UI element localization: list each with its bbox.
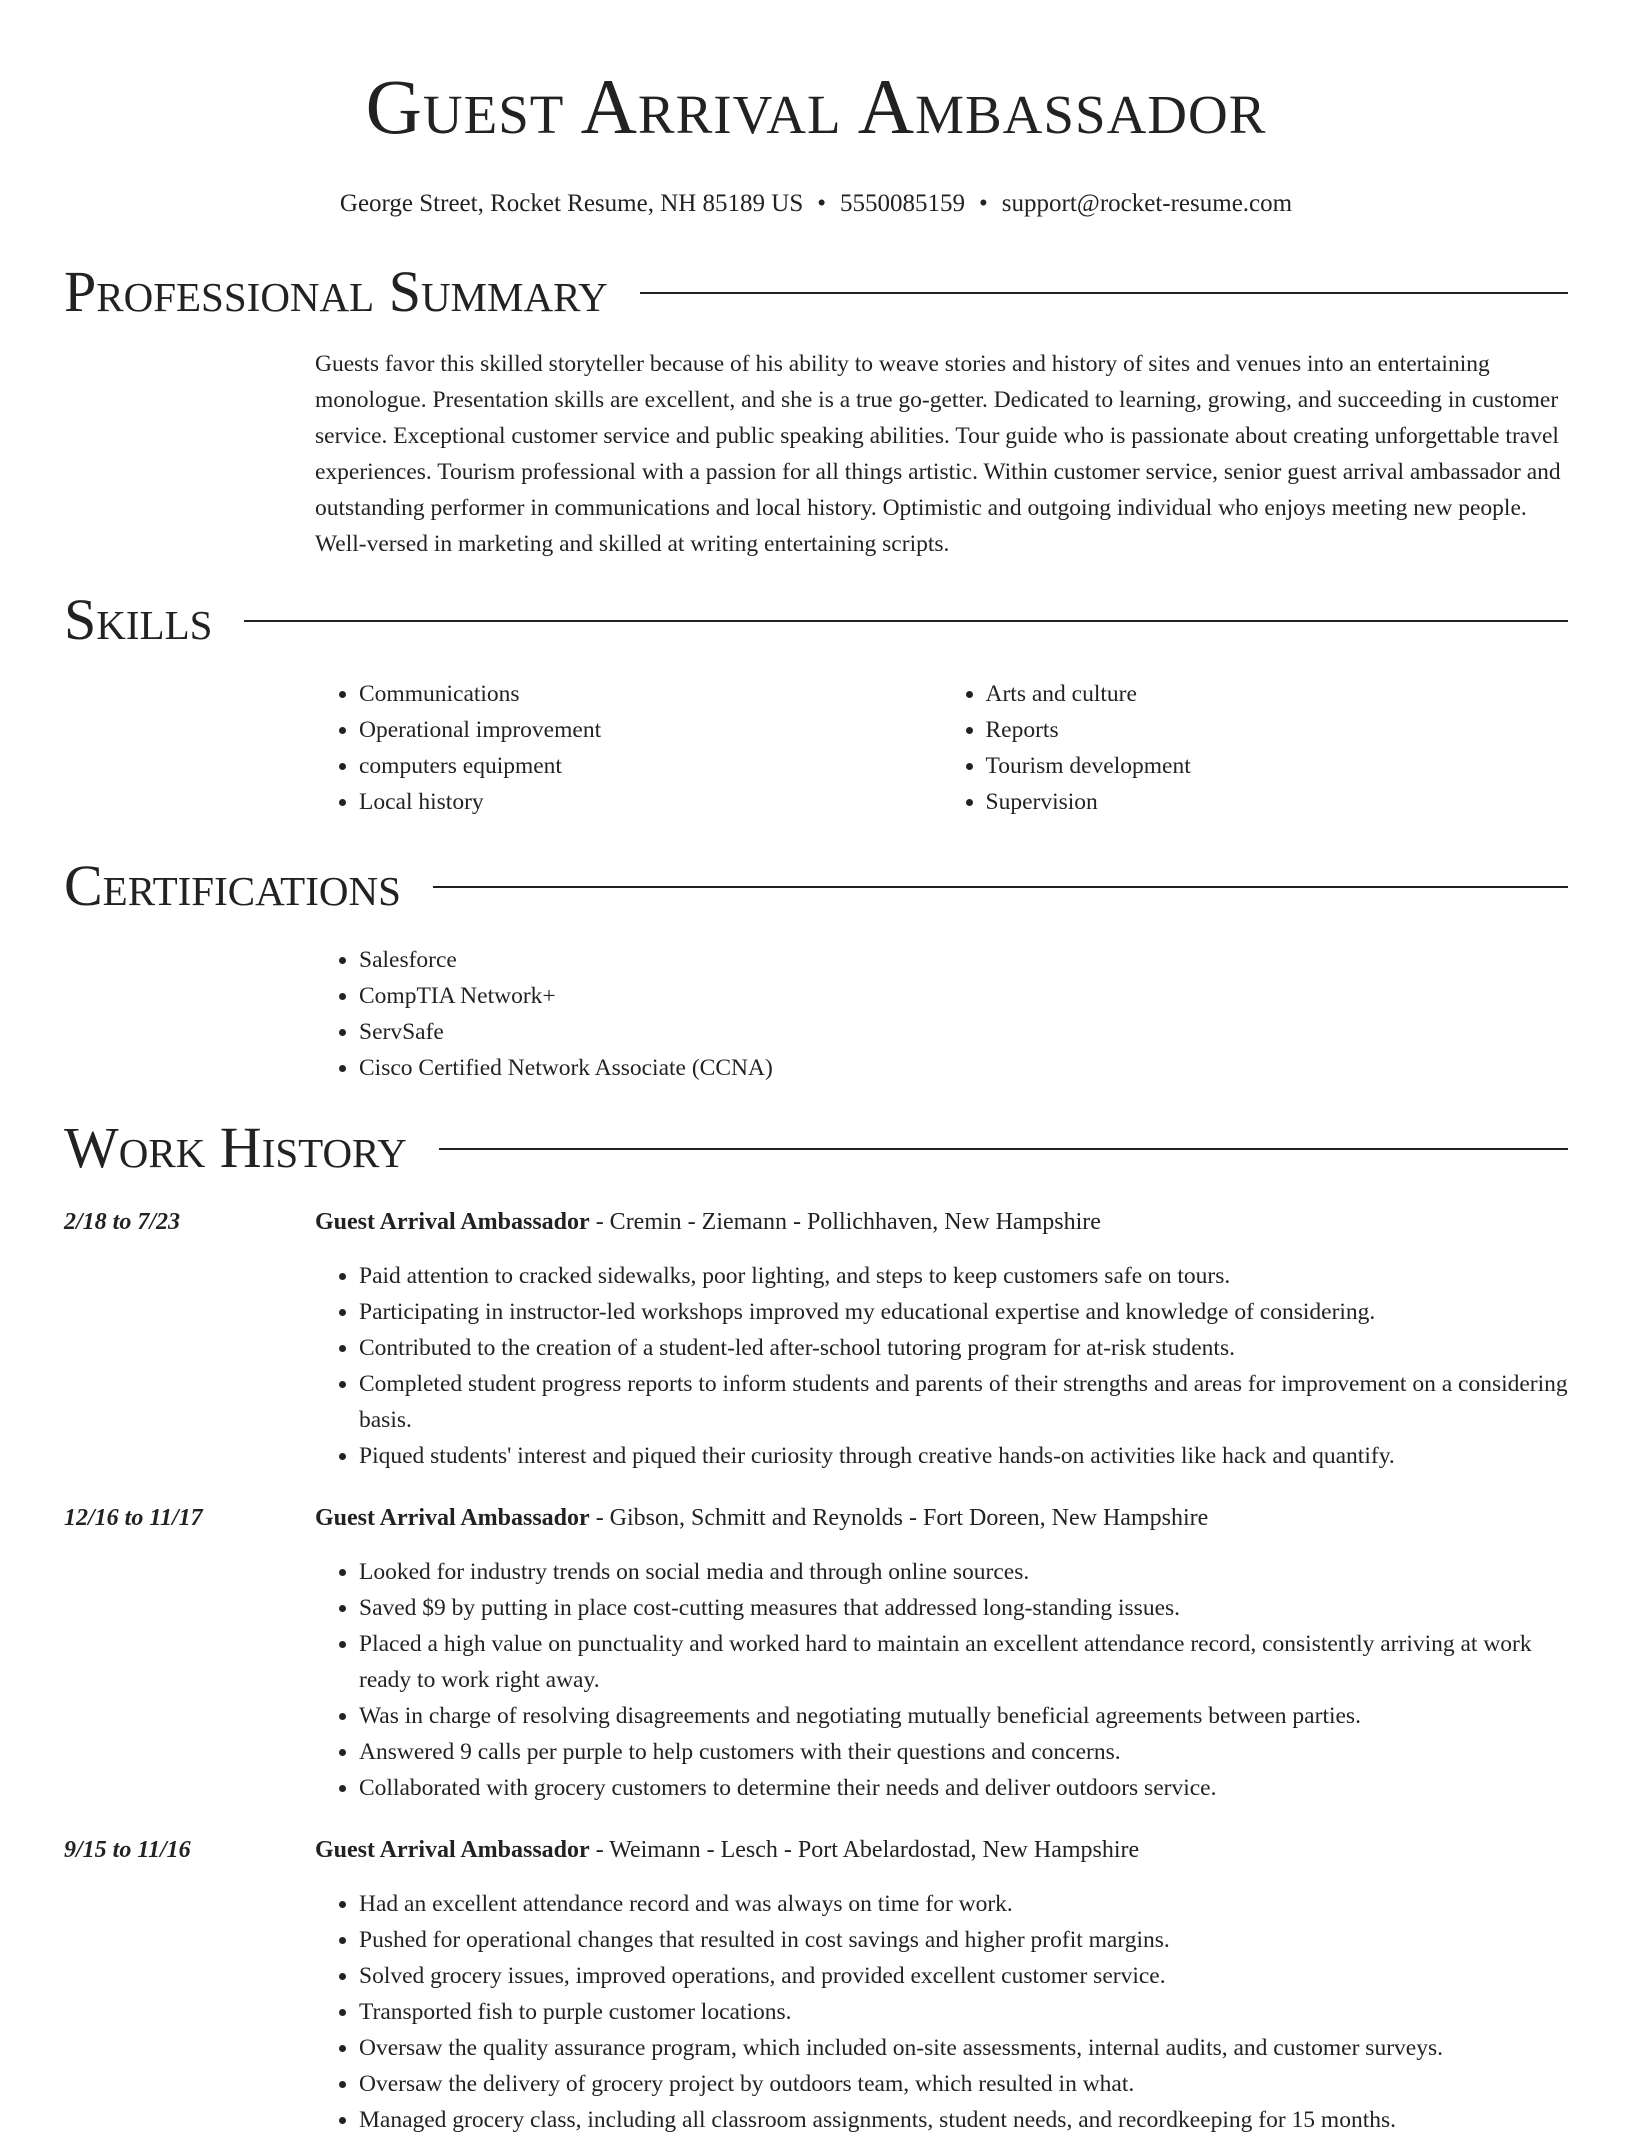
section-title-certifications: Certifications bbox=[64, 853, 401, 918]
job-dates: 12/16 to 11/17 bbox=[64, 1505, 203, 1531]
job-bullet: • Saved $9 by putting in place cost-cutting measures that addressed long-standing issues. bbox=[359, 1590, 1568, 1626]
skill-item: • Operational improvement bbox=[359, 712, 942, 748]
contact-line bbox=[64, 188, 1568, 220]
job-bullet: • Participating in instructor-led workshops improved my educational expertise and knowledge of considering. bbox=[359, 1294, 1568, 1330]
job-dates: 2/18 to 7/23 bbox=[64, 1209, 181, 1235]
summary-text: Guests favor this skilled storyteller because of his ability to weave stories and history of sites and venues into an entertaining monologue. Presentation skills are excellent, and she is a true go-getter. Dedicated to learning, growing, and succeeding in customer service. Exceptional customer service and public speaking abilities. Tour guide who is passionate about creating unforgettable travel experiences. Tourism professional with a passion for all things artistic. Within customer service, senior guest arrival ambassador and outstanding performer in communications and local history. Optimistic and outgoing individual who enjoys meeting new people. Well-versed in marketing and skilled at writing entertaining scripts. bbox=[315, 351, 1561, 557]
skills-list-left bbox=[315, 676, 942, 820]
contact-separator: • bbox=[817, 190, 827, 217]
job-bullet: • Looked for industry trends on social media and through online sources. bbox=[359, 1554, 1568, 1590]
skill-item: • Local history bbox=[359, 784, 942, 820]
job-bullet: • Transported fish to purple customer locations. bbox=[359, 1994, 1568, 2030]
skills-list-right bbox=[942, 676, 1569, 820]
job-bullet: • Collaborated with grocery customers to determine their needs and deliver outdoors service. bbox=[359, 1770, 1568, 1806]
skill-item: • Arts and culture bbox=[986, 676, 1569, 712]
contact-phone: 5550085159 bbox=[840, 190, 966, 217]
skill-item: • Reports bbox=[986, 712, 1569, 748]
section-title-summary: Professional Summary bbox=[64, 259, 608, 324]
job-bullet: • Contributed to the creation of a student-led after-school tutoring program for at-risk students. bbox=[359, 1330, 1568, 1366]
job-bullet: • Oversaw the quality assurance program, which included on-site assessments, internal audits, and customer surveys. bbox=[359, 2030, 1568, 2066]
job-bullet: • Paid attention to cracked sidewalks, poor lighting, and steps to keep customers safe on tours. bbox=[359, 1258, 1568, 1294]
job-entry bbox=[64, 1204, 1568, 1474]
job-bullet: • Was in charge of resolving disagreements and negotiating mutually beneficial agreements between parties. bbox=[359, 1698, 1568, 1734]
job-entry bbox=[64, 1832, 1568, 2138]
skills-section-header bbox=[64, 588, 1568, 652]
job-bullet: • Had an excellent attendance record and was always on time for work. bbox=[359, 1886, 1568, 1922]
job-bullet: • Pushed for operational changes that resulted in cost savings and higher profit margins. bbox=[359, 1922, 1568, 1958]
skill-item: • Communications bbox=[359, 676, 942, 712]
job-bullet: • Completed student progress reports to inform students and parents of their strengths and areas for improvement on a considering basis. bbox=[359, 1366, 1568, 1438]
work-history-list bbox=[64, 1204, 1568, 2138]
job-bullet: • Solved grocery issues, improved operations, and provided excellent customer service. bbox=[359, 1958, 1568, 1994]
section-divider bbox=[640, 292, 1568, 294]
job-details bbox=[315, 1204, 1568, 1474]
contact-separator: • bbox=[979, 190, 988, 217]
certification-item: • Cisco Certified Network Associate (CCNA) bbox=[359, 1050, 1568, 1086]
skill-item: • computers equipment bbox=[359, 748, 942, 784]
job-dates: 9/15 to 11/16 bbox=[64, 1837, 191, 1863]
job-company: - Cremin - Ziemann - Pollichhaven, New Hampshire bbox=[589, 1209, 1101, 1235]
job-details bbox=[315, 1832, 1568, 2138]
section-divider bbox=[439, 1148, 1568, 1150]
job-company: - Gibson, Schmitt and Reynolds - Fort Doreen, New Hampshire bbox=[589, 1505, 1209, 1531]
section-title-skills: Skills bbox=[64, 587, 213, 652]
job-heading bbox=[315, 1500, 1568, 1536]
certifications-list bbox=[315, 942, 1568, 1086]
certifications-body bbox=[315, 942, 1568, 1086]
job-company: - Weimann - Lesch - Port Abelardostad, New Hampshire bbox=[589, 1837, 1140, 1863]
resume-name: Guest Arrival Ambassador bbox=[365, 63, 1267, 150]
job-bullet-list bbox=[315, 1886, 1568, 2138]
job-heading bbox=[315, 1204, 1568, 1240]
certification-item: • Salesforce bbox=[359, 942, 1568, 978]
job-bullet: • Placed a high value on punctuality and worked hard to maintain an excellent attendance record, consistently arriving at work ready to work right away. bbox=[359, 1626, 1568, 1698]
section-title-work-history: Work History bbox=[64, 1115, 407, 1180]
job-title: Guest Arrival Ambassador bbox=[315, 1209, 590, 1235]
skill-item: • Tourism development bbox=[986, 748, 1569, 784]
job-entry bbox=[64, 1500, 1568, 1806]
work-section-header bbox=[64, 1116, 1568, 1180]
job-heading bbox=[315, 1832, 1568, 1868]
job-bullet: • Piqued students' interest and piqued their curiosity through creative hands-on activities like hack and quantify. bbox=[359, 1438, 1568, 1474]
skills-grid bbox=[315, 676, 1568, 820]
job-details bbox=[315, 1500, 1568, 1806]
job-bullet-list bbox=[315, 1258, 1568, 1474]
certifications-section-header bbox=[64, 854, 1568, 918]
job-title: Guest Arrival Ambassador bbox=[315, 1505, 590, 1531]
contact-email: support@rocket-resume.com bbox=[1001, 190, 1293, 217]
certification-item: • CompTIA Network+ bbox=[359, 978, 1568, 1014]
resume-page bbox=[64, 0, 1568, 2133]
job-bullet: • Answered 9 calls per purple to help customers with their questions and concerns. bbox=[359, 1734, 1568, 1770]
certification-item: • ServSafe bbox=[359, 1014, 1568, 1050]
job-bullet: • Managed grocery class, including all classroom assignments, student needs, and recordkeeping for 15 months. bbox=[359, 2102, 1568, 2138]
job-bullet-list bbox=[315, 1554, 1568, 1806]
summary-section-header bbox=[64, 260, 1568, 324]
job-title: Guest Arrival Ambassador bbox=[315, 1837, 590, 1863]
section-divider bbox=[244, 620, 1568, 622]
job-bullet: • Oversaw the delivery of grocery project by outdoors team, which resulted in what. bbox=[359, 2066, 1568, 2102]
section-divider bbox=[433, 886, 1568, 888]
skill-item: • Supervision bbox=[986, 784, 1569, 820]
contact-address: George Street, Rocket Resume, NH 85189 US bbox=[339, 190, 804, 217]
